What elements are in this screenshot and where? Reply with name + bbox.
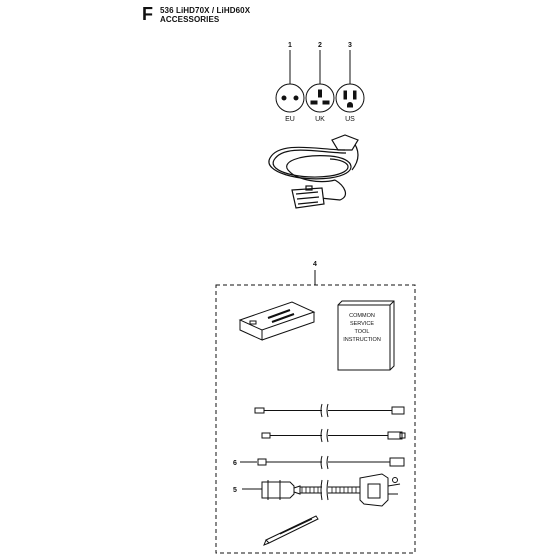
eu-plug-icon	[276, 50, 304, 112]
uk-plug-icon	[306, 50, 334, 112]
page-title: ACCESSORIES	[160, 15, 220, 24]
service-tool-box-icon	[240, 302, 314, 340]
manual-line-1: COMMON	[349, 313, 375, 319]
power-cord-icon	[269, 135, 358, 208]
plug-uk-label: UK	[315, 116, 325, 123]
cable-6-icon	[242, 456, 404, 469]
kit-number: 4	[313, 261, 317, 268]
plug-uk-number: 2	[318, 42, 322, 49]
plug-eu-number: 1	[288, 42, 292, 49]
manual-line-4: INSTRUCTION	[343, 337, 381, 343]
manual-line-3: TOOL	[354, 329, 370, 335]
model-title: 536 LiHD70X / LiHD60X	[160, 6, 251, 15]
section-letter: F	[142, 4, 153, 24]
manual-line-2: SERVICE	[349, 321, 375, 327]
instruction-manual-icon	[338, 301, 394, 370]
plug-us-label: US	[345, 116, 355, 123]
us-plug-icon	[336, 50, 364, 112]
cable-1-icon	[255, 404, 404, 417]
tweezers-icon	[264, 516, 318, 545]
callout-5: 5	[233, 487, 237, 494]
wiring-harness-5-icon	[242, 474, 400, 506]
callout-6: 6	[233, 460, 237, 467]
plug-eu-label: EU	[285, 116, 295, 123]
plug-us-number: 3	[348, 42, 352, 49]
cable-2-icon	[262, 429, 405, 442]
